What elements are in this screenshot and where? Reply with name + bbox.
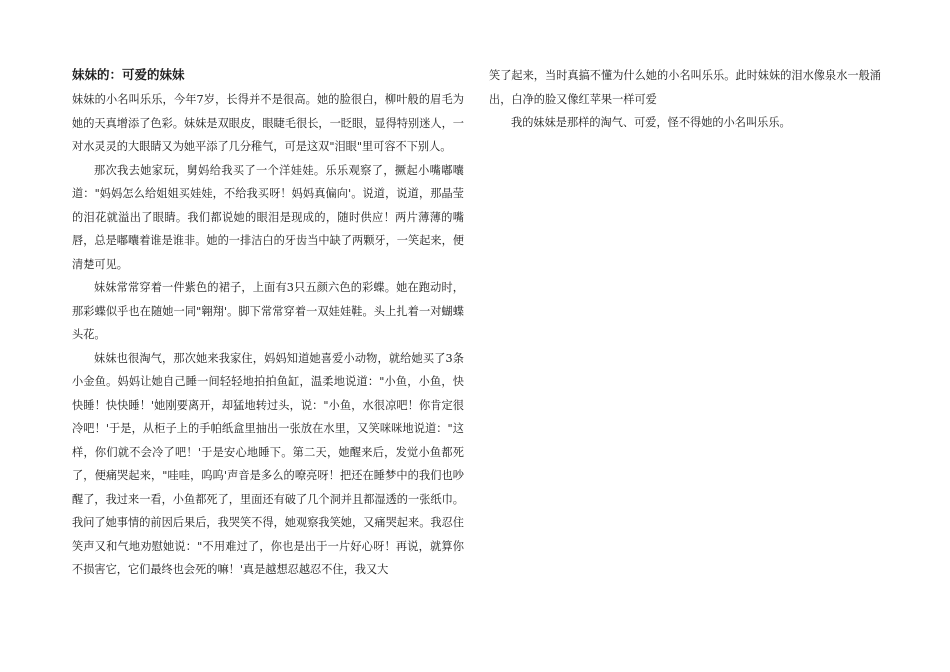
right-column	[489, 64, 881, 135]
paragraph-3: 妹妹常常穿着一件紫色的裙子，上面有3只五颜六色的彩蝶。她在跑动时，那彩蝶似乎也在随她一同"翱翔'。脚下常常穿着一双娃娃鞋。头上扎着一对蝴蝶头花。	[72, 281, 464, 341]
document-title: 妹妹的：可爱的妹妹	[72, 67, 185, 82]
paragraph-5: 我的妹妹是那样的淘气、可爱，怪不得她的小名叫乐乐。	[511, 116, 791, 129]
paragraph-4-continued: 笑了起来，当时真搞不懂为什么她的小名叫乐乐。此时妹妹的泪水像泉水一般涌出，白净的脸又像红苹果一样可爱	[489, 69, 881, 106]
paragraph-4: 妹妹也很淘气，那次她来我家住，妈妈知道她喜爱小动物，就给她买了3条小金鱼。妈妈让她自己睡一间轻轻地拍拍鱼缸，温柔地说道："小鱼，小鱼，快快睡！快快睡！'她刚要离开，却猛地转过头，说："小鱼，水很凉吧！你肯定很冷吧！'于是，从柜子上的手帕纸盒里抽出一张放在水里，又笑咪咪地说道："这样，你们就不会冷了吧！'于是安心地睡下。第二天，她醒来后，发觉小鱼都死了，便痛哭起来，"哇哇，呜呜'声音是多么的嘹亮呀！把还在睡梦中的我们也吵醒了，我过来一看，小鱼都死了，里面还有破了几个洞并且都湿透的一张纸巾。我问了她事情的前因后果后，我哭笑不得，她观察我笑她，又痛哭起来。我忍住笑声又和气地劝慰她说："不用难过了，你也是出于一片好心呀！再说，就算你不损害它，它们最终也会死的嘛！'真是越想忍越忍不住，我又大	[72, 351, 464, 576]
paragraph-1: 妹妹的小名叫乐乐，今年7岁，长得并不是很高。她的脸很白，柳叶般的眉毛为她的天真增添了色彩。妹妹是双眼皮，眼睫毛很长，一眨眼，显得特别迷人，一对水灵灵的大眼睛又为她平添了几分稚气，可是这双"泪眼"里可容不下别人。	[72, 93, 464, 153]
paragraph-2: 那次我去她家玩，舅妈给我买了一个洋娃娃。乐乐观察了，撅起小嘴嘟囔道："妈妈怎么给姐姐买娃娃，不给我买呀！妈妈真偏向'。说道，说道，那晶莹的泪花就溢出了眼睛。我们都说她的眼泪是现成的，随时供应！两片薄薄的嘴唇，总是嘟囔着谁是谁非。她的一排洁白的牙齿当中缺了两颗牙，一笑起来，便清楚可见。	[72, 163, 464, 271]
left-column	[72, 64, 464, 582]
